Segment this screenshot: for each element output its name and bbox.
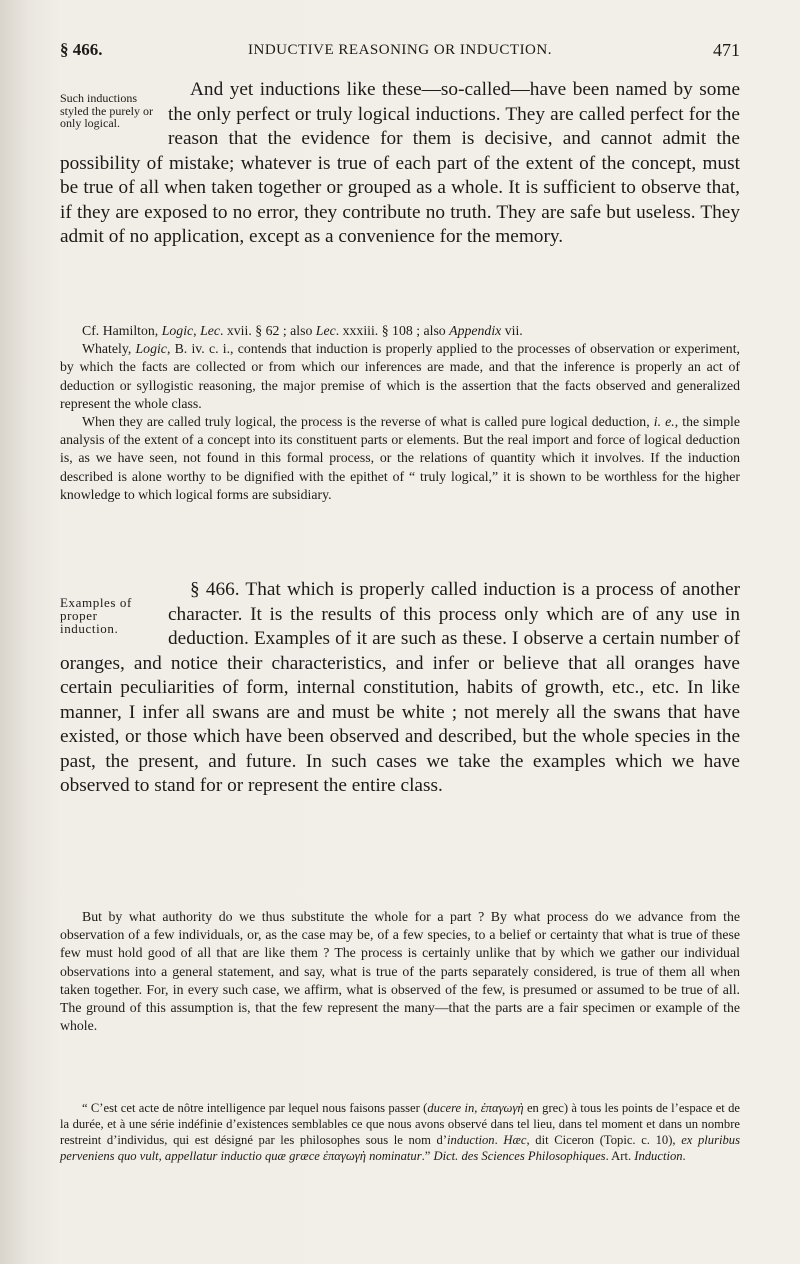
paragraph-perfect-inductions — [60, 78, 740, 250]
margin-note-examples: Examples of proper induction. — [60, 595, 132, 636]
paragraph-text: § 466. That which is properly called induction is a process of another character. It is the results of this process only which are of any use in deduction. Examples of it are such as these. I observe a certain number of oranges, and notice their characteristics, and infer or believe that all oranges have certain peculiarities of form, internal constitution, habits of growth, etc., etc. In like manner, I infer all swans are and must be white ; not merely all the swans that have existed, or those which have been observed and described, but the whole species in the past, the present, and future. In such cases we take the examples which we have observed to stand for or represent the entire class. — [60, 579, 740, 796]
header-page-number: 471 — [713, 40, 740, 60]
note-whately: Whately, Logic, B. iv. c. i., contends that induction is properly applied to the processes of observation or experiment, by which the facts are collected or from which our inferences are made, and that the inference is properly an act of deduction or syllogistic reasoning, the major premise of which is the assertion that the facts observed and generalized represent the whole class. — [60, 341, 740, 411]
page-header — [60, 40, 740, 68]
paragraph-text: And yet inductions like these—so-called—have been named by some the only perfect or truly logical inductions. They are called perfect for the reason that the evidence for them is decisive, and cannot admit the possibility of mistake; whatever is true of each part of the extent of the concept, must be true of all when taken together or grouped as a whole. It is sufficient to observe that, if they are exposed to no error, they contribute no truth. They are safe but useless. They admit of no application, except as a convenience for the memory. — [60, 79, 740, 247]
header-section-number: § 466. — [60, 40, 103, 59]
note-french-definition: “ C’est cet acte de nôtre intelligence par lequel nous faisons passer (ducere in, ἐπαγωγὴ en grec) à tous les points de l’espace et de la durée, et à une série indéfinie d’existences semblables ce que nous avons observé dans tel lieu, dans tel moment et dans un nombre restreint d’individus, qui est désigné par les philosophes sous le nom d’induction. Hæc, dit Ciceron (Topic. c. 10), ex pluribus perveniens quo vult, appellatur inductio quæ græce ἐπαγωγὴ nominatur.” Dict. des Sciences Philosophiques. Art. Induction. — [60, 1101, 740, 1163]
footnote-french-quotation — [60, 1100, 740, 1164]
header-running-title: INDUCTIVE REASONING OR INDUCTION. — [248, 42, 552, 58]
margin-note-logical-inductions: Such inductions styled the purely or only logical. — [60, 91, 153, 130]
note-substitution: But by what authority do we thus substitute the whole for a part ? By what process do we advance from the observation of a few individuals, or, as the case may be, of a few species, to a belief or certainty that what is true of these few must hold good of all that are like them ? The process is certainly unlike that by which we gather our individual observations into a general statement, and say, what is true of the parts separately considered, is true of them all when taken together. For, in every such case, we affirm, what is observed of the few, is presumed or assumed to be true of all. The ground of this assumption is, that the few represent the many—that the parts are a fair specimen or example of the whole. — [60, 909, 740, 1034]
paragraph-proper-induction — [60, 578, 740, 799]
note-cf-hamilton: Cf. Hamilton, Logic, Lec. xvii. § 62 ; also Lec. xxxiii. § 108 ; also Appendix vii. — [82, 323, 523, 338]
footnote-authority — [60, 908, 740, 1035]
footnote-references — [60, 322, 740, 504]
note-truly-logical: When they are called truly logical, the process is the reverse of what is called pure logical deduction, i. e., the simple analysis of the extent of a concept into its constituent parts or elements. But the real import and force of logical deduction is, as we have seen, not found in this formal process, or the relations of quantity which it involves. If the induction described is alone worthy to be dignified with the epithet of “ truly logical,” it is shown to be worthless for the higher knowledge to which logical forms are subsidiary. — [60, 414, 740, 502]
